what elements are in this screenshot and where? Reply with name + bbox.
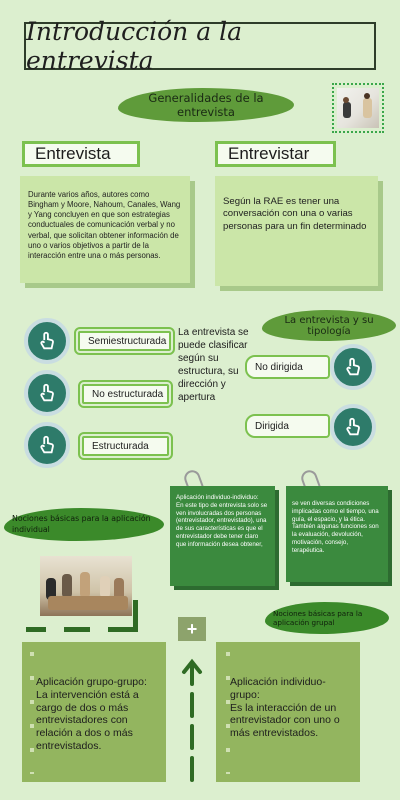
page-title: Introducción a la entrevista [26,17,242,75]
classification-text [178,326,250,404]
pill-estructurada [82,436,169,456]
heading-nociones-individual-text: Nociones básicas para la aplicación individual [12,514,151,534]
note-left-text: Aplicación individuo-individuo: En este tipo de entrevista solo se ven involucradas dos personas (entrevistador, entrevistado), una de sus características es que el entrevistador debe tener claro que información desea obtener, [176,494,268,548]
no-estructurada-circle [24,370,70,416]
label-entrevista [22,141,140,167]
card-entrevistar-text: Según la RAE es tener una conversación con una o varias personas para un fin determinado [223,196,367,232]
heading-tipologia-text: La entrevista y su tipología [284,314,374,337]
label-entrevistar [215,141,336,167]
heading-nociones-individual [4,508,164,541]
page-title-frame [24,17,376,75]
heading-nociones-grupal-text: Nociones básicas para la aplicación grupal [273,608,363,627]
classification-text-content: La entrevista se puede clasificar según su estructura, su dirección y apertura [178,327,249,403]
pill-dirigida [245,414,330,438]
hand-pointer-icon [36,330,58,352]
pill-no-estructurada-text: No estructurada [92,388,164,400]
card-individuo-grupo [216,642,360,782]
label-entrevista-text: Entrevista [35,144,111,163]
arrow-up-icon [180,656,204,784]
plus-symbol: + [186,618,198,639]
group-photo [40,556,132,616]
hand-pointer-icon [342,416,364,438]
no-dirigida-circle [330,344,376,390]
pill-no-dirigida [245,355,330,379]
note-individuo-individuo [170,486,275,586]
dash-separator [108,627,136,632]
pill-dirigida-text: Dirigida [255,420,289,432]
heading-generalidades [118,88,294,122]
pill-semiestructurada-text: Semiestructurada [88,335,167,347]
hand-pointer-icon [36,434,58,456]
pill-no-dirigida-text: No dirigida [255,361,303,373]
dash-separator [26,627,46,632]
pill-no-estructurada [82,384,169,404]
card-entrevista-text: Durante varios años, autores como Bingham y Moore, Nahoum, Canales, Wang y Yang concluyen en que son estrategias conductuales de comunicación verbal y no verbal, que solicitan obtener información de uno o varios objetivos a partir de la interacción entre una o más personas. [28,190,181,260]
card-dots [226,652,230,774]
interview-photo [337,88,379,128]
estructurada-circle [24,422,70,468]
dirigida-circle [330,404,376,450]
plus-icon [178,617,206,641]
dash-separator [133,600,138,632]
heading-generalidades-text: Generalidades de la entrevista [148,91,264,119]
hand-pointer-icon [36,382,58,404]
card-entrevistar-definition [215,176,378,286]
pill-semiestructurada [78,331,171,351]
card-entrevista-definition [20,176,190,283]
card-dots [30,652,34,774]
pill-estructurada-text: Estructurada [92,440,149,452]
card-individuo-grupo-text: Aplicación individuo-grupo: Es la interacción de un entrevistador con uno o más entrevistados. [230,676,340,740]
heading-tipologia [262,310,396,341]
interview-photo-frame [332,83,384,133]
hand-pointer-icon [342,356,364,378]
note-conditions [286,486,388,582]
heading-nociones-grupal [265,602,389,634]
note-right-text: se ven diversas condiciones implicadas como el tiempo, una guía, el espacio, y la ética. También algunas funciones son la evaluación, devolución, motivación, consejo, terapéutica. [292,500,379,554]
dash-separator [64,627,90,632]
card-grupo-grupo-text: Aplicación grupo-grupo: La intervención está a cargo de dos o más entrevistadores con relación a dos o más entrevistados. [36,676,147,752]
label-entrevistar-text: Entrevistar [228,144,310,163]
card-grupo-grupo [22,642,166,782]
semiestructurada-circle [24,318,70,364]
